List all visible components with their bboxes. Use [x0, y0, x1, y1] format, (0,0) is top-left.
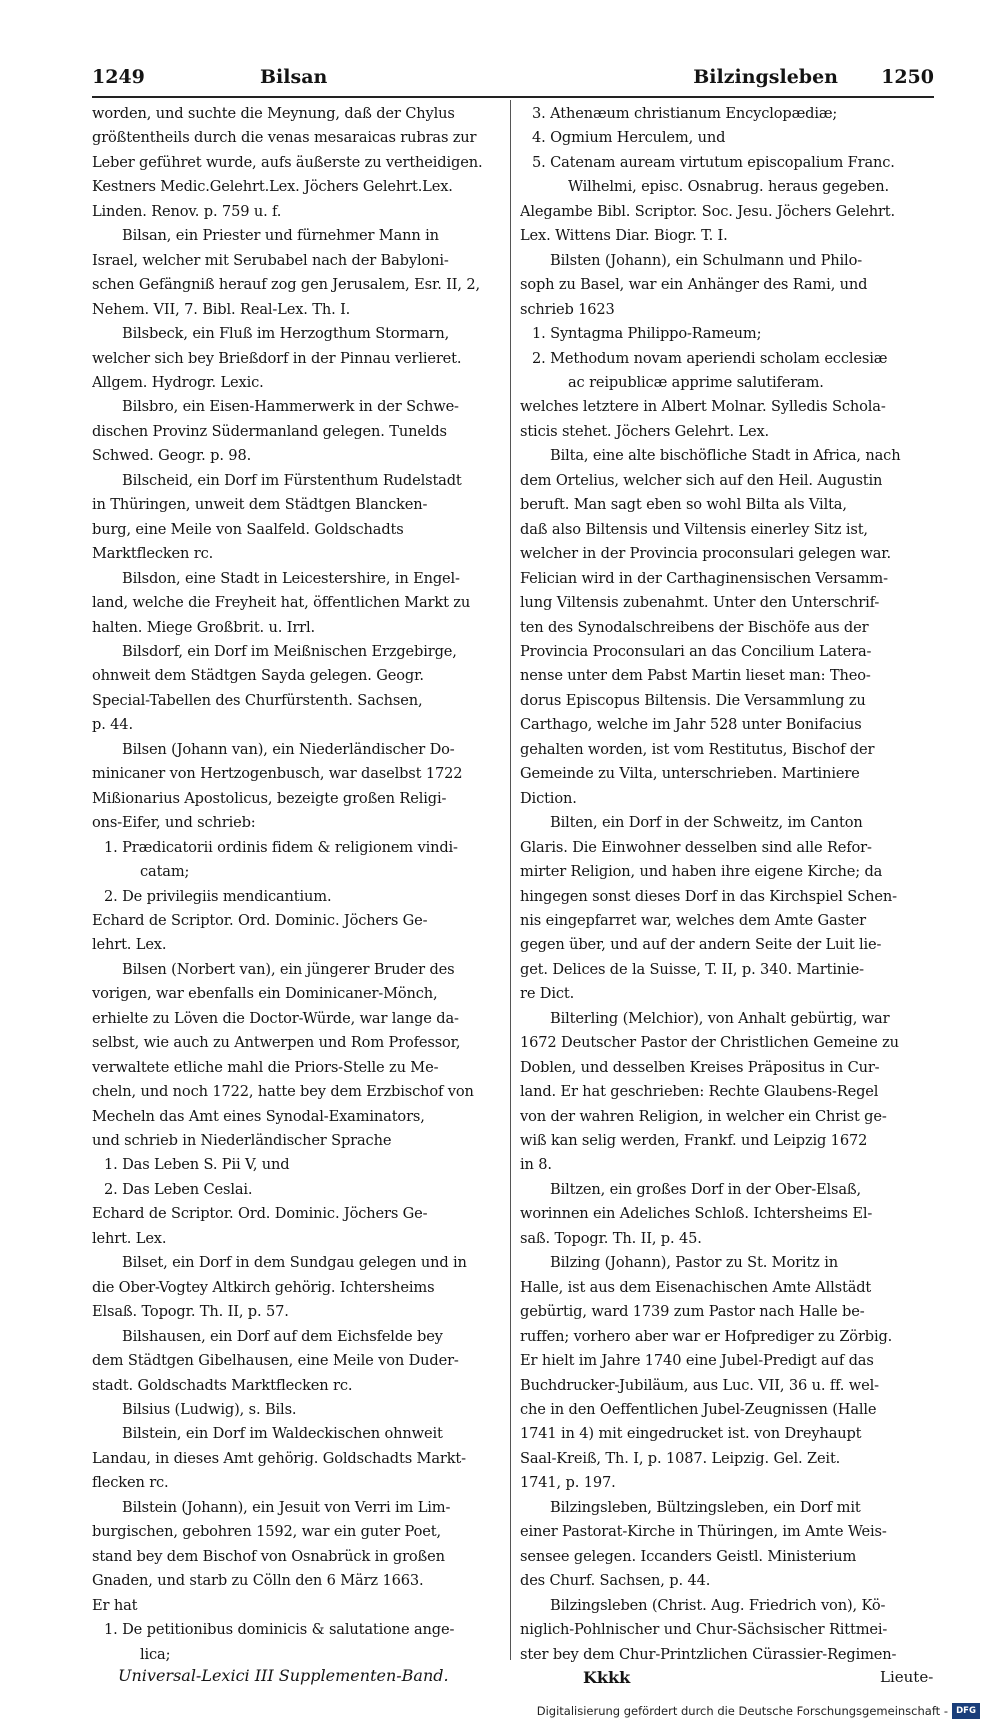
- running-header: [92, 60, 934, 94]
- text-line: land. Er hat geschrieben: Rechte Glaubens-Regel: [520, 1083, 879, 1101]
- text-line: ac reipublicæ apprime salutiferam.: [568, 373, 824, 391]
- text-line: Carthago, welche im Jahr 528 unter Bonifacius: [520, 716, 862, 734]
- text-line: welcher in der Provincia proconsulari gelegen war.: [520, 545, 891, 563]
- text-line: get. Delices de la Suisse, T. II, p. 340. Martinie-: [520, 960, 864, 978]
- text-line: Provincia Proconsulari an das Concilium Latera-: [520, 642, 872, 660]
- text-line: Bilsdon, eine Stadt in Leicestershire, in Engel-: [122, 569, 460, 587]
- text-line: lung Viltensis zubenahmt. Unter den Unterschrif-: [520, 594, 880, 612]
- text-line: Bilsen (Johann van), ein Niederländischer Do-: [122, 740, 455, 758]
- text-line: Halle, ist aus dem Eisenachischen Amte Allstädt: [520, 1278, 872, 1296]
- text-line: 1. Das Leben S. Pii V, und: [104, 1156, 290, 1174]
- text-line: ohnweit dem Städtgen Sayda gelegen. Geogr.: [92, 667, 424, 685]
- text-line: Nehem. VII, 7. Bibl. Real-Lex. Th. I.: [92, 300, 351, 318]
- text-line: Bilsten (Johann), ein Schulmann und Philo-: [550, 251, 862, 269]
- dfg-logo: DFG: [952, 1703, 980, 1719]
- column-divider: [510, 100, 511, 1660]
- text-line: Gnaden, und starb zu Cölln den 6 März 1663.: [92, 1572, 424, 1590]
- text-line: Bilstein (Johann), ein Jesuit von Verri im Lim-: [122, 1498, 451, 1516]
- text-line: des Churf. Sachsen, p. 44.: [520, 1572, 711, 1590]
- text-line: und schrieb in Niederländischer Sprache: [92, 1132, 392, 1150]
- text-line: welches letztere in Albert Molnar. Sylledis Schola-: [520, 398, 886, 416]
- text-line: flecken rc.: [92, 1474, 169, 1492]
- text-line: dem Städtgen Gibelhausen, eine Meile von Duder-: [92, 1352, 459, 1370]
- text-line: Bilzingsleben, Bültzingsleben, ein Dorf mit: [550, 1498, 861, 1516]
- text-line: Bilsius (Ludwig), s. Bils.: [122, 1401, 297, 1419]
- text-line: Allgem. Hydrogr. Lexic.: [92, 373, 264, 391]
- text-line: Marktflecken rc.: [92, 545, 214, 563]
- text-line: p. 44.: [92, 716, 133, 734]
- text-line: welcher sich bey Brießdorf in der Pinnau verlieret.: [92, 349, 462, 367]
- text-line: land, welche die Freyheit hat, öffentlichen Markt zu: [92, 594, 471, 612]
- text-line: 5. Catenam auream virtutum episcopalium Franc.: [532, 153, 895, 171]
- text-line: Glaris. Die Einwohner desselben sind alle Refor-: [520, 838, 872, 856]
- text-line: Bilscheid, ein Dorf im Fürstenthum Rudelstadt: [122, 471, 462, 489]
- text-line: Bilterling (Melchior), von Anhalt gebürtig, war: [550, 1009, 890, 1027]
- text-line: hingegen sonst dieses Dorf in das Kirchspiel Schen-: [520, 887, 897, 905]
- catchword: Lieute-: [880, 1668, 934, 1686]
- text-line: Elsaß. Topogr. Th. II, p. 57.: [92, 1303, 289, 1321]
- text-line: Mecheln das Amt eines Synodal-Examinators,: [92, 1107, 425, 1125]
- text-line: Bilsbro, ein Eisen-Hammerwerk in der Schwe-: [122, 398, 459, 416]
- text-line: Bilten, ein Dorf in der Schweitz, im Canton: [550, 814, 863, 832]
- text-line: erhielte zu Löven die Doctor-Würde, war lange da-: [92, 1009, 459, 1027]
- text-line: worden, und suchte die Meynung, daß der Chylus: [92, 105, 455, 122]
- text-line: ten des Synodalschreibens der Bischöfe aus der: [520, 618, 869, 636]
- text-line: Landau, in dieses Amt gehörig. Goldschadts Markt-: [92, 1449, 466, 1467]
- text-line: verwaltete etliche mahl die Priors-Stelle zu Me-: [92, 1058, 439, 1076]
- page-number-left: 1249: [92, 66, 145, 88]
- text-line: 1741, p. 197.: [520, 1474, 616, 1492]
- text-line: Mißionarius Apostolicus, bezeigte großen Religi-: [92, 789, 447, 807]
- text-line: Bilsan, ein Priester und fürnehmer Mann in: [122, 227, 439, 245]
- text-line: gebürtig, ward 1739 zum Pastor nach Halle be-: [520, 1303, 865, 1321]
- text-line: dischen Provinz Südermanland gelegen. Tunelds: [92, 422, 447, 440]
- text-line: 2. Das Leben Ceslai.: [104, 1180, 253, 1198]
- text-line: Bilsen (Norbert van), ein jüngerer Bruder des: [122, 960, 455, 978]
- text-line: lica;: [140, 1645, 171, 1662]
- text-line: Bilsbeck, ein Fluß im Herzogthum Stormarn,: [122, 325, 450, 343]
- text-line: Bilzing (Johann), Pastor zu St. Moritz in: [550, 1254, 838, 1272]
- text-line: Biltzen, ein großes Dorf in der Ober-Elsaß,: [550, 1180, 861, 1198]
- text-line: niglich-Pohlnischer und Chur-Sächsischer Rittmei-: [520, 1621, 888, 1639]
- text-line: gehalten worden, ist vom Restitutus, Bischof der: [520, 740, 875, 758]
- text-line: selbst, wie auch zu Antwerpen und Rom Professor,: [92, 1034, 461, 1052]
- text-line: Special-Tabellen des Churfürstenth. Sachsen,: [92, 691, 423, 709]
- text-line: sensee gelegen. Iccanders Geistl. Ministerium: [520, 1547, 857, 1565]
- text-line: nense unter dem Pabst Martin lieset man: Theo-: [520, 667, 871, 685]
- text-line: Alegambe Bibl. Scriptor. Soc. Jesu. Jöchers Gelehrt.: [520, 202, 895, 220]
- text-line: minicaner von Hertzogenbusch, war daselbst 1722: [92, 765, 463, 783]
- text-line: Diction.: [520, 789, 577, 807]
- text-line: ons-Eifer, und schrieb:: [92, 814, 256, 832]
- headword-right: Bilzingsleben: [693, 66, 838, 88]
- text-line: Gemeinde zu Vilta, unterschrieben. Martiniere: [520, 765, 860, 783]
- headword-left: Bilsan: [260, 66, 328, 88]
- signature-mark: Kkkk: [583, 1668, 631, 1687]
- text-line: Kestners Medic.Gelehrt.Lex. Jöchers Gelehrt.Lex.: [92, 178, 453, 196]
- text-line: 1. De petitionibus dominicis & salutatione ange-: [104, 1621, 455, 1639]
- text-line: Bilta, eine alte bischöfliche Stadt in Africa, nach: [550, 447, 901, 465]
- text-line: stand bey dem Bischof von Osnabrück in großen: [92, 1547, 445, 1565]
- text-line: burgischen, gebohren 1592, war ein guter Poet,: [92, 1523, 441, 1541]
- text-line: Echard de Scriptor. Ord. Dominic. Jöchers Ge-: [92, 1205, 428, 1223]
- text-line: Israel, welcher mit Serubabel nach der Babyloni-: [92, 251, 449, 269]
- right-column: [520, 102, 934, 1662]
- left-column: [92, 102, 502, 1662]
- text-line: burg, eine Meile von Saalfeld. Goldschadts: [92, 520, 404, 538]
- text-line: wiß kan selig werden, Frankf. und Leipzig 1672: [520, 1132, 868, 1150]
- text-line: Buchdrucker-Jubiläum, aus Luc. VII, 36 u. ff. wel-: [520, 1376, 879, 1394]
- text-line: ster bey dem Chur-Printzlichen Cürassier-Regimen-: [520, 1645, 897, 1662]
- text-line: 1741 in 4) mit eingedrucket ist. von Dreyhaupt: [520, 1425, 862, 1443]
- text-line: 4. Ogmium Herculem, und: [532, 129, 726, 147]
- text-line: Er hat: [92, 1596, 138, 1614]
- text-line: Bilstein, ein Dorf im Waldeckischen ohnweit: [122, 1425, 443, 1443]
- text-line: vorigen, war ebenfalls ein Dominicaner-Mönch,: [92, 985, 438, 1003]
- text-line: halten. Miege Großbrit. u. Irrl.: [92, 618, 316, 636]
- text-line: 3. Athenæum christianum Encyclopædiæ;: [532, 105, 838, 122]
- text-line: Bilshausen, ein Dorf auf dem Eichsfelde bey: [122, 1327, 443, 1345]
- text-line: re Dict.: [520, 985, 575, 1003]
- text-line: stadt. Goldschadts Marktflecken rc.: [92, 1376, 353, 1394]
- page-number-right: 1250: [881, 66, 934, 88]
- text-line: in Thüringen, unweit dem Städtgen Blancken-: [92, 496, 428, 514]
- text-line: einer Pastorat-Kirche in Thüringen, im Amte Weis-: [520, 1523, 887, 1541]
- text-line: worinnen ein Adeliches Schloß. Ichtersheims El-: [520, 1205, 873, 1223]
- header-rule: [92, 96, 934, 98]
- text-line: daß also Biltensis und Viltensis einerley Sitz ist,: [520, 520, 868, 538]
- text-line: lehrt. Lex.: [92, 1229, 167, 1247]
- text-line: in 8.: [520, 1156, 552, 1174]
- text-line: Bilset, ein Dorf in dem Sundgau gelegen und in: [122, 1254, 467, 1272]
- text-line: die Ober-Vogtey Altkirch gehörig. Ichtersheims: [92, 1278, 435, 1296]
- text-line: Bilsdorf, ein Dorf im Meißnischen Erzgebirge,: [122, 642, 457, 660]
- text-line: cheln, und noch 1722, hatte bey dem Erzbischof von: [92, 1083, 474, 1101]
- text-line: 2. De privilegiis mendicantium.: [104, 887, 332, 905]
- text-line: 1. Prædicatorii ordinis fidem & religionem vindi-: [104, 838, 458, 856]
- text-line: soph zu Basel, war ein Anhänger des Rami, und: [520, 276, 868, 294]
- text-line: 1672 Deutscher Pastor der Christlichen Gemeine zu: [520, 1034, 899, 1052]
- text-line: Saal-Kreiß, Th. I, p. 1087. Leipzig. Gel. Zeit.: [520, 1449, 841, 1467]
- text-line: saß. Topogr. Th. II, p. 45.: [520, 1229, 702, 1247]
- text-line: sticis stehet. Jöchers Gelehrt. Lex.: [520, 422, 770, 440]
- text-line: größtentheils durch die venas mesaraicas rubras zur: [92, 129, 477, 147]
- text-line: catam;: [140, 863, 190, 881]
- text-line: 2. Methodum novam aperiendi scholam ecclesiæ: [532, 349, 888, 367]
- text-line: Wilhelmi, episc. Osnabrug. heraus gegeben.: [568, 178, 889, 196]
- text-line: Felician wird in der Carthaginensischen Versamm-: [520, 569, 888, 587]
- text-line: Schwed. Geogr. p. 98.: [92, 447, 252, 465]
- footer-title: Universal-Lexici III Supplementen-Band.: [118, 1666, 449, 1685]
- text-line: von der wahren Religion, in welcher ein Christ ge-: [520, 1107, 887, 1125]
- text-line: dem Ortelius, welcher sich auf den Heil. Augustin: [520, 471, 883, 489]
- credit-text: Digitalisierung gefördert durch die Deutsche Forschungsgemeinschaft -: [536, 1704, 948, 1718]
- text-line: 1. Syntagma Philippo-Rameum;: [532, 325, 762, 343]
- text-line: Doblen, und desselben Kreises Präpositus in Cur-: [520, 1058, 880, 1076]
- text-line: ruffen; vorhero aber war er Hofprediger zu Zörbig.: [520, 1327, 893, 1345]
- text-line: schrieb 1623: [520, 300, 615, 318]
- text-line: che in den Oeffentlichen Jubel-Zeugnissen (Halle: [520, 1401, 877, 1419]
- text-line: gegen über, und auf der andern Seite der Luit lie-: [520, 936, 882, 954]
- text-line: Bilzingsleben (Christ. Aug. Friedrich von), Kö-: [550, 1596, 886, 1614]
- digitization-credit: [0, 1700, 1000, 1723]
- text-line: mirter Religion, und haben ihre eigene Kirche; da: [520, 863, 883, 881]
- text-line: nis eingepfarret war, welches dem Amte Gaster: [520, 911, 866, 929]
- text-line: Echard de Scriptor. Ord. Dominic. Jöchers Ge-: [92, 911, 428, 929]
- text-line: Linden. Renov. p. 759 u. f.: [92, 202, 282, 220]
- text-line: Er hielt im Jahre 1740 eine Jubel-Predigt auf das: [520, 1352, 874, 1370]
- text-line: Leber geführet wurde, aufs äußerste zu vertheidigen.: [92, 153, 483, 171]
- text-line: dorus Episcopus Biltensis. Die Versammlung zu: [520, 691, 866, 709]
- text-line: Lex. Wittens Diar. Biogr. T. I.: [520, 227, 728, 245]
- text-line: beruft. Man sagt eben so wohl Bilta als Vilta,: [520, 496, 847, 514]
- text-line: schen Gefängniß herauf zog gen Jerusalem, Esr. II, 2,: [92, 276, 480, 294]
- text-line: lehrt. Lex.: [92, 936, 167, 954]
